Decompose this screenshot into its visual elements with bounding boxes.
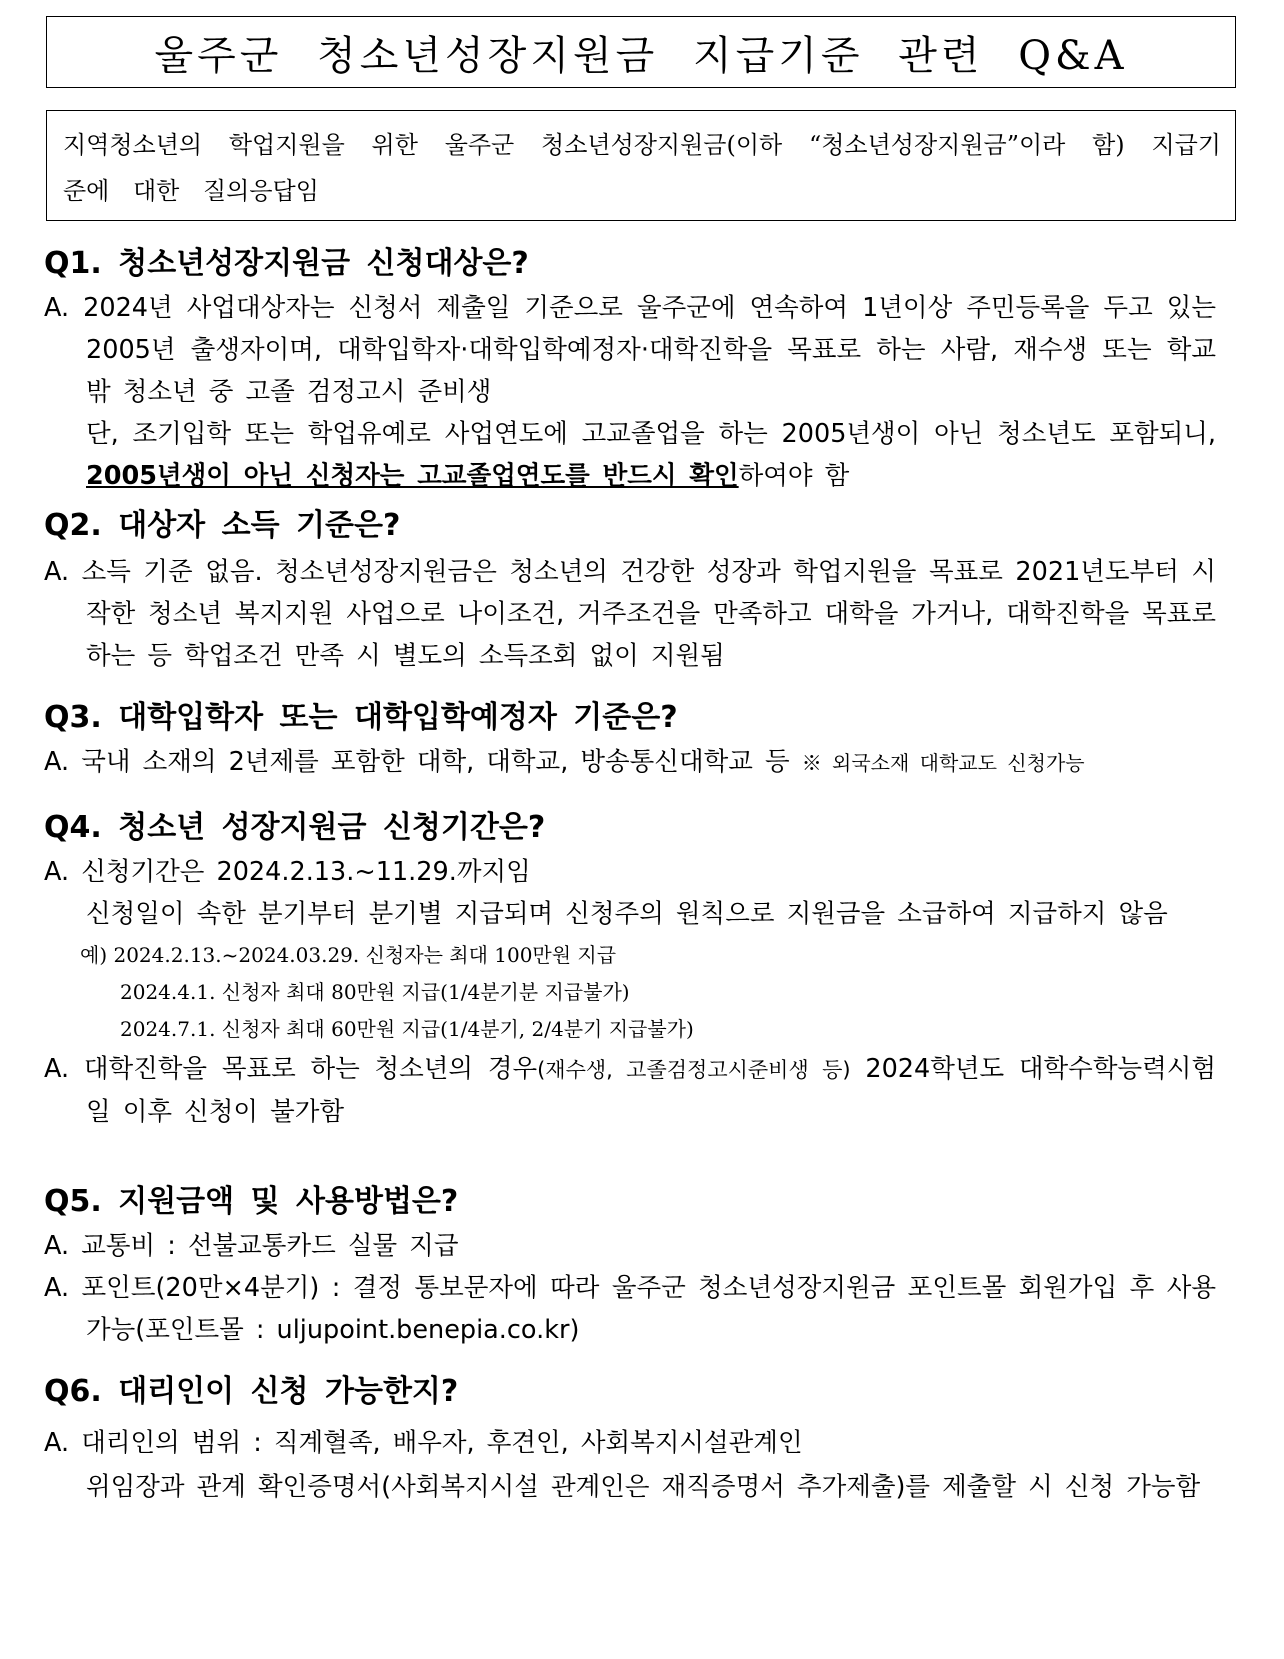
title-box xyxy=(46,16,1236,88)
answer-5-2: A. 포인트(20만×4분기) : 결정 통보문자에 따라 울주군 청소년성장지원금 포인트몰 회원가입 후 사용가능(포인트몰 : uljupoint.benepia.co.kr) xyxy=(44,1273,1216,1345)
question-3: Q3. 대학입학자 또는 대학입학예정자 기준은? xyxy=(44,700,678,735)
question-1: Q1. 청소년성장지원금 신청대상은? xyxy=(44,246,529,281)
answer-2: A. 소득 기준 없음. 청소년성장지원금은 청소년의 건강한 성장과 학업지원을 목표로 2021년도부터 시작한 청소년 복지지원 사업으로 나이조건, 거주조건을 만족하고 대학을 가거나, 대학진학을 목표로 하는 등 학업조건 만족 시 별도의 소득조회 없이 지원됨 xyxy=(44,557,1216,671)
answer-1-note-emphasis: 2005년생이 아닌 신청자는 고교졸업연도를 반드시 확인 xyxy=(86,461,739,491)
answer-1: A. 2024년 사업대상자는 신청서 제출일 기준으로 울주군에 연속하여 1년이상 주민등록을 두고 있는 2005년 출생자이며, 대학입학자·대학입학예정자·대학진학을 목표로 하는 사람, 재수생 또는 학교 밖 청소년 중 고졸 검정고시 준비생 xyxy=(44,293,1216,407)
qa-section-1 xyxy=(44,244,1216,497)
intro-box: 지역청소년의 학업지원을 위한 울주군 청소년성장지원금(이하 “청소년성장지원금”이라 함) 지급기준에 대한 질의응답임 xyxy=(46,110,1236,221)
example-2: 2024.4.1. 신청자 최대 80만원 지급(1/4분기분 지급불가) xyxy=(120,980,630,1004)
answer-4-2-post: 2024학년도 대학수학능력시험일 이후 신청이 불가함 xyxy=(86,1054,1216,1127)
answer-4: A. 신청기간은 2024.2.13.~11.29.까지임 xyxy=(44,857,531,887)
answer-4-2 xyxy=(44,1048,1216,1133)
answer-4-cont: 신청일이 속한 분기부터 분기별 지급되며 신청주의 원칙으로 지원금을 소급하여 지급하지 않음 xyxy=(86,899,1168,929)
qa-section-2 xyxy=(44,506,1216,677)
answer-3-text: A. 국내 소재의 2년제를 포함한 대학, 대학교, 방송통신대학교 등 xyxy=(44,747,802,777)
example-1: 예) 2024.2.13.~2024.03.29. 신청자는 최대 100만원 지급 xyxy=(80,943,617,967)
qa-section-5 xyxy=(44,1182,1216,1351)
answer-5-1: A. 교통비 : 선불교통카드 실물 지급 xyxy=(44,1231,459,1261)
answer-3-note: ※ 외국소재 대학교도 신청가능 xyxy=(801,751,1085,775)
qa-section-4 xyxy=(44,808,1216,1133)
qa-section-3 xyxy=(44,698,1216,784)
question-2: Q2. 대상자 소득 기준은? xyxy=(44,508,401,543)
example-3: 2024.7.1. 신청자 최대 60만원 지급(1/4분기, 2/4분기 지급불가) xyxy=(120,1017,694,1041)
answer-1-note-post: 하여야 함 xyxy=(738,461,850,491)
answer-6-cont: 위임장과 관계 확인증명서(사회복지시설 관계인은 재직증명서 추가제출)를 제출할 시 신청 가능함 xyxy=(86,1472,1201,1502)
answer-6: A. 대리인의 범위 : 직계혈족, 배우자, 후견인, 사회복지시설관계인 xyxy=(44,1428,803,1458)
answer-3 xyxy=(44,741,1216,784)
answer-4-2-pre: A. 대학진학을 목표로 하는 청소년의 경우 xyxy=(44,1054,538,1084)
page-title: 울주군 청소년성장지원금 지급기준 관련 Q&A xyxy=(154,32,1128,79)
question-4: Q4. 청소년 성장지원금 신청기간은? xyxy=(44,810,546,845)
answer-1-note xyxy=(44,413,1216,497)
answer-4-2-small: (재수생, 고졸검정고시준비생 등) xyxy=(537,1058,851,1082)
answer-1-note-pre: 단, 조기입학 또는 학업유예로 사업연도에 고교졸업을 하는 2005년생이 아닌 청소년도 포함되니, xyxy=(86,419,1216,449)
question-5: Q5. 지원금액 및 사용방법은? xyxy=(44,1184,459,1219)
qa-section-6 xyxy=(44,1372,1216,1509)
question-6: Q6. 대리인이 신청 가능한지? xyxy=(44,1374,459,1409)
